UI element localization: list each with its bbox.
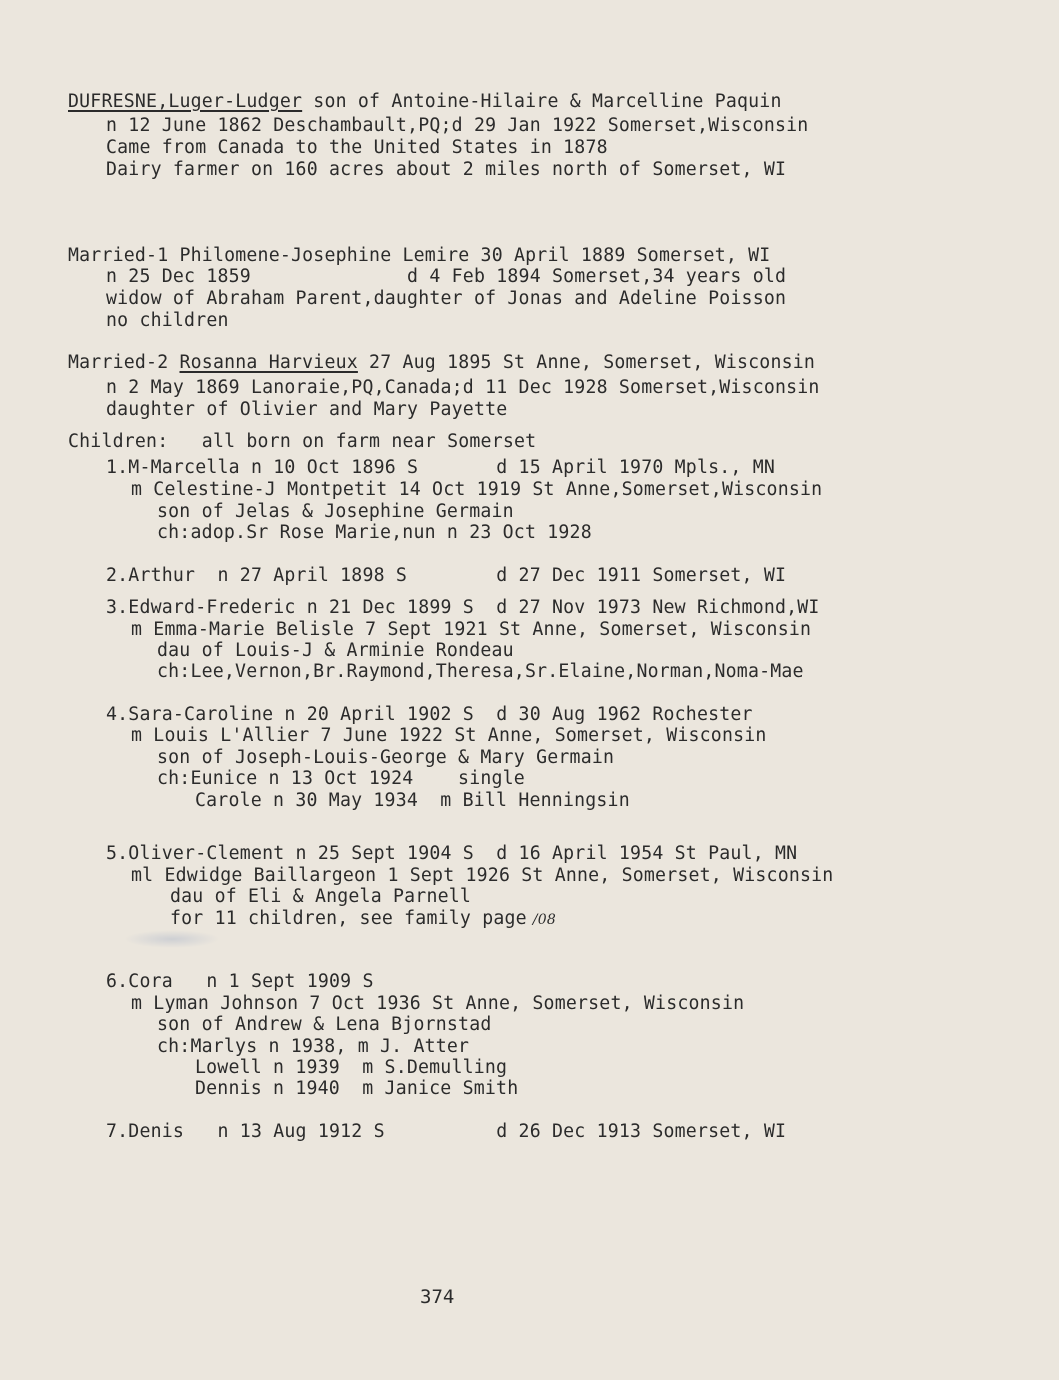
child-1-line-2: m Celestine-J Montpetit 14 Oct 1919 St Anne,Somerset,Wisconsin	[131, 479, 823, 500]
ink-smudge	[124, 930, 220, 948]
marriage1-line-1: Married-1 Philomene-Josephine Lemire 30 April 1889 Somerset, WI	[68, 245, 771, 266]
child-6-line-1: 6.Cora n 1 Sept 1909 S	[106, 971, 374, 992]
marriage2-spouse: Rosanna Harvieux	[179, 352, 358, 373]
header-birth-death: n 12 June 1862 Deschambault,PQ;d 29 Jan 1922 Somerset,Wisconsin	[106, 115, 809, 136]
child-7-line-1: 7.Denis n 13 Aug 1912 S d 26 Dec 1913 Somerset, WI	[106, 1121, 787, 1142]
header-immigration: Came from Canada to the United States in 1878	[106, 137, 608, 158]
subject-name: DUFRESNE,Luger-Ludger	[68, 91, 303, 112]
child-4-line-4: ch:Eunice n 13 Oct 1924 single	[157, 768, 525, 789]
marriage2-line-2: n 2 May 1869 Lanoraie,PQ,Canada;d 11 Dec 1928 Somerset,Wisconsin	[106, 377, 820, 398]
child-5-line-1: 5.Oliver-Clement n 25 Sept 1904 S d 16 April 1954 St Paul, MN	[106, 843, 798, 864]
marriage2-prefix: Married-2	[68, 352, 180, 373]
child-5-see-page: for 11 children, see family page	[170, 908, 527, 929]
header-occupation: Dairy farmer on 160 acres about 2 miles north of Somerset, WI	[106, 159, 787, 180]
child-1-line-3: son of Jelas & Josephine Germain	[157, 501, 514, 522]
child-6-line-4: ch:Marlys n 1938, m J. Atter	[157, 1036, 470, 1057]
marriage1-line-4: no children	[106, 310, 229, 331]
child-3-line-1: 3.Edward-Frederic n 21 Dec 1899 S d 27 Nov 1973 New Richmond,WI	[106, 597, 820, 618]
marriage1-line-3: widow of Abraham Parent,daughter of Jonas and Adeline Poisson	[106, 288, 787, 309]
child-4-line-2: m Louis L'Allier 7 June 1922 St Anne, Somerset, Wisconsin	[131, 725, 767, 746]
page-number: 374	[420, 1286, 455, 1308]
child-3-line-4: ch:Lee,Vernon,Br.Raymond,Theresa,Sr.Elaine,Norman,Noma-Mae	[157, 661, 804, 682]
header-line-1	[68, 91, 782, 113]
child-3-line-3: dau of Louis-J & Arminie Rondeau	[157, 640, 514, 661]
handwritten-page-ref: /08	[532, 912, 556, 928]
marriage2-line-3: daughter of Olivier and Mary Payette	[106, 399, 508, 420]
child-4-line-5: Carole n 30 May 1934 m Bill Henningsin	[195, 790, 630, 811]
child-5-line-2: ml Edwidge Baillargeon 1 Sept 1926 St Anne, Somerset, Wisconsin	[131, 865, 834, 886]
child-4-line-1: 4.Sara-Caroline n 20 April 1902 S d 30 Aug 1962 Rochester	[106, 704, 753, 725]
child-6-line-3: son of Andrew & Lena Bjornstad	[157, 1014, 492, 1035]
child-6-line-6: Dennis n 1940 m Janice Smith	[195, 1078, 519, 1099]
child-6-line-2: m Lyman Johnson 7 Oct 1936 St Anne, Somerset, Wisconsin	[131, 993, 745, 1014]
subject-parents: son of Antoine-Hilaire & Marcelline Paquin	[302, 91, 782, 112]
child-6-line-5: Lowell n 1939 m S.Demulling	[195, 1057, 508, 1078]
child-4-line-3: son of Joseph-Louis-George & Mary Germain	[157, 747, 615, 768]
child-5-line-4	[170, 908, 556, 931]
marriage2-line-1	[68, 352, 815, 374]
child-1-line-4: ch:adop.Sr Rose Marie,nun n 23 Oct 1928	[157, 522, 592, 543]
child-3-line-2: m Emma-Marie Belisle 7 Sept 1921 St Anne, Somerset, Wisconsin	[131, 619, 812, 640]
marriage1-line-2: n 25 Dec 1859 d 4 Feb 1894 Somerset,34 years old	[106, 266, 787, 287]
children-heading: Children: all born on farm near Somerset	[68, 431, 537, 452]
child-5-line-3: dau of Eli & Angela Parnell	[170, 886, 472, 907]
child-2-line-1: 2.Arthur n 27 April 1898 S d 27 Dec 1911 Somerset, WI	[106, 565, 787, 586]
child-1-line-1: 1.M-Marcella n 10 Oct 1896 S d 15 April 1970 Mpls., MN	[106, 457, 775, 478]
marriage2-suffix: 27 Aug 1895 St Anne, Somerset, Wisconsin	[357, 352, 816, 373]
